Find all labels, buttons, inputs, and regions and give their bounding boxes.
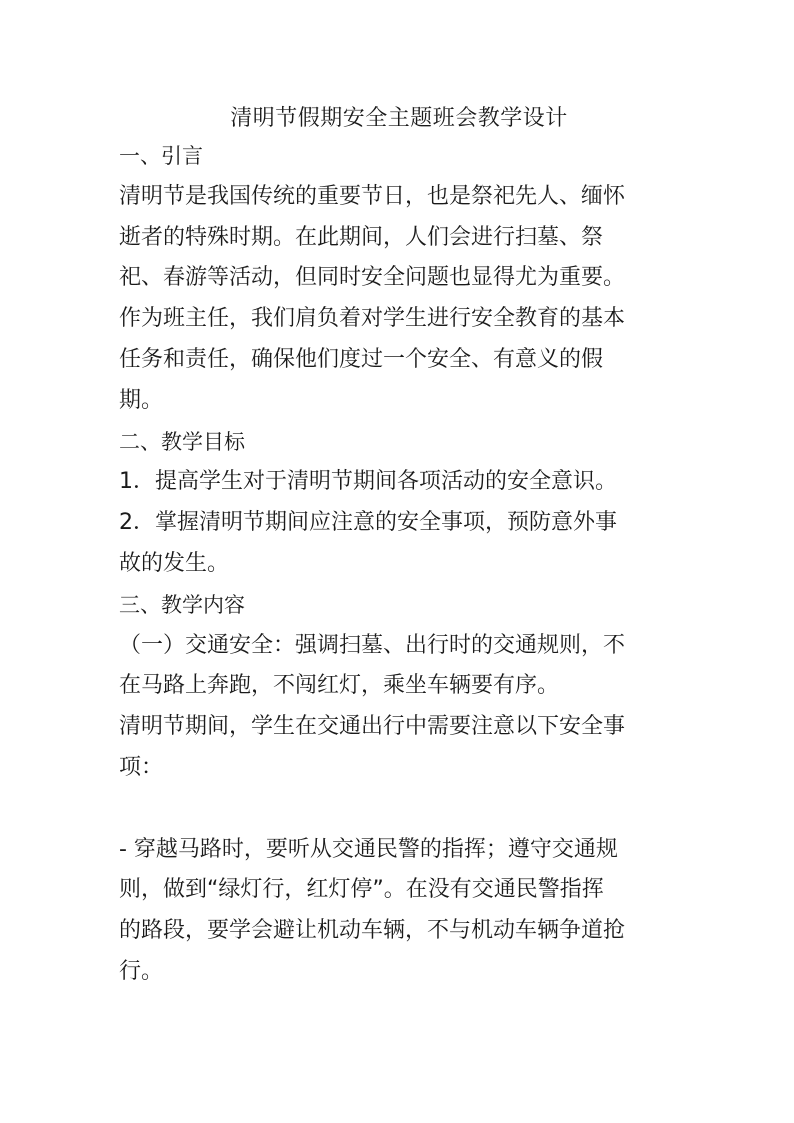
- paragraph-line: （一）交通安全：强调扫墓、出行时的交通规则，不: [119, 632, 626, 658]
- objective-item: 2．掌握清明节期间应注意的安全事项，预防意外事: [119, 510, 617, 536]
- paragraph-line: 清明节期间，学生在交通出行中需要注意以下安全事: [119, 714, 626, 740]
- paragraph-line: 项：: [119, 754, 164, 780]
- blank-line: [119, 789, 679, 830]
- bullet-item-line: 则，做到“绿灯行，红灯停”。在没有交通民警指挥: [119, 877, 604, 903]
- section-heading-introduction: 一、引言: [119, 144, 203, 168]
- paragraph-line: 在马路上奔跑，不闯红灯，乘坐车辆要有序。: [119, 673, 560, 699]
- section-heading-objectives: 二、教学目标: [119, 429, 245, 454]
- paragraph-line: 逝者的特殊时期。在此期间，人们会进行扫墓、祭: [119, 224, 604, 250]
- objective-item: 1．提高学生对于清明节期间各项活动的安全意识。: [119, 469, 617, 495]
- paragraph-line: 祀、春游等活动，但同时安全问题也显得尤为重要。: [119, 265, 626, 291]
- paragraph-line: 清明节是我国传统的重要节日，也是祭祀先人、缅怀: [119, 183, 626, 209]
- bullet-item-line: 的路段，要学会避让机动车辆，不与机动车辆争道抢: [119, 918, 626, 944]
- document-body: [119, 101, 679, 993]
- paragraph-line: 期。: [119, 387, 164, 413]
- document-title: 清明节假期安全主题班会教学设计: [230, 106, 568, 131]
- bullet-item-line: - 穿越马路时，要听从交通民警的指挥；遵守交通规: [119, 836, 618, 862]
- bullet-item-line: 行。: [119, 958, 164, 984]
- paragraph-line: 作为班主任，我们肩负着对学生进行安全教育的基本: [119, 306, 626, 332]
- objective-item-continued: 故的发生。: [119, 550, 230, 576]
- section-heading-content: 三、教学内容: [119, 592, 245, 617]
- paragraph-line: 任务和责任，确保他们度过一个安全、有意义的假: [119, 346, 604, 372]
